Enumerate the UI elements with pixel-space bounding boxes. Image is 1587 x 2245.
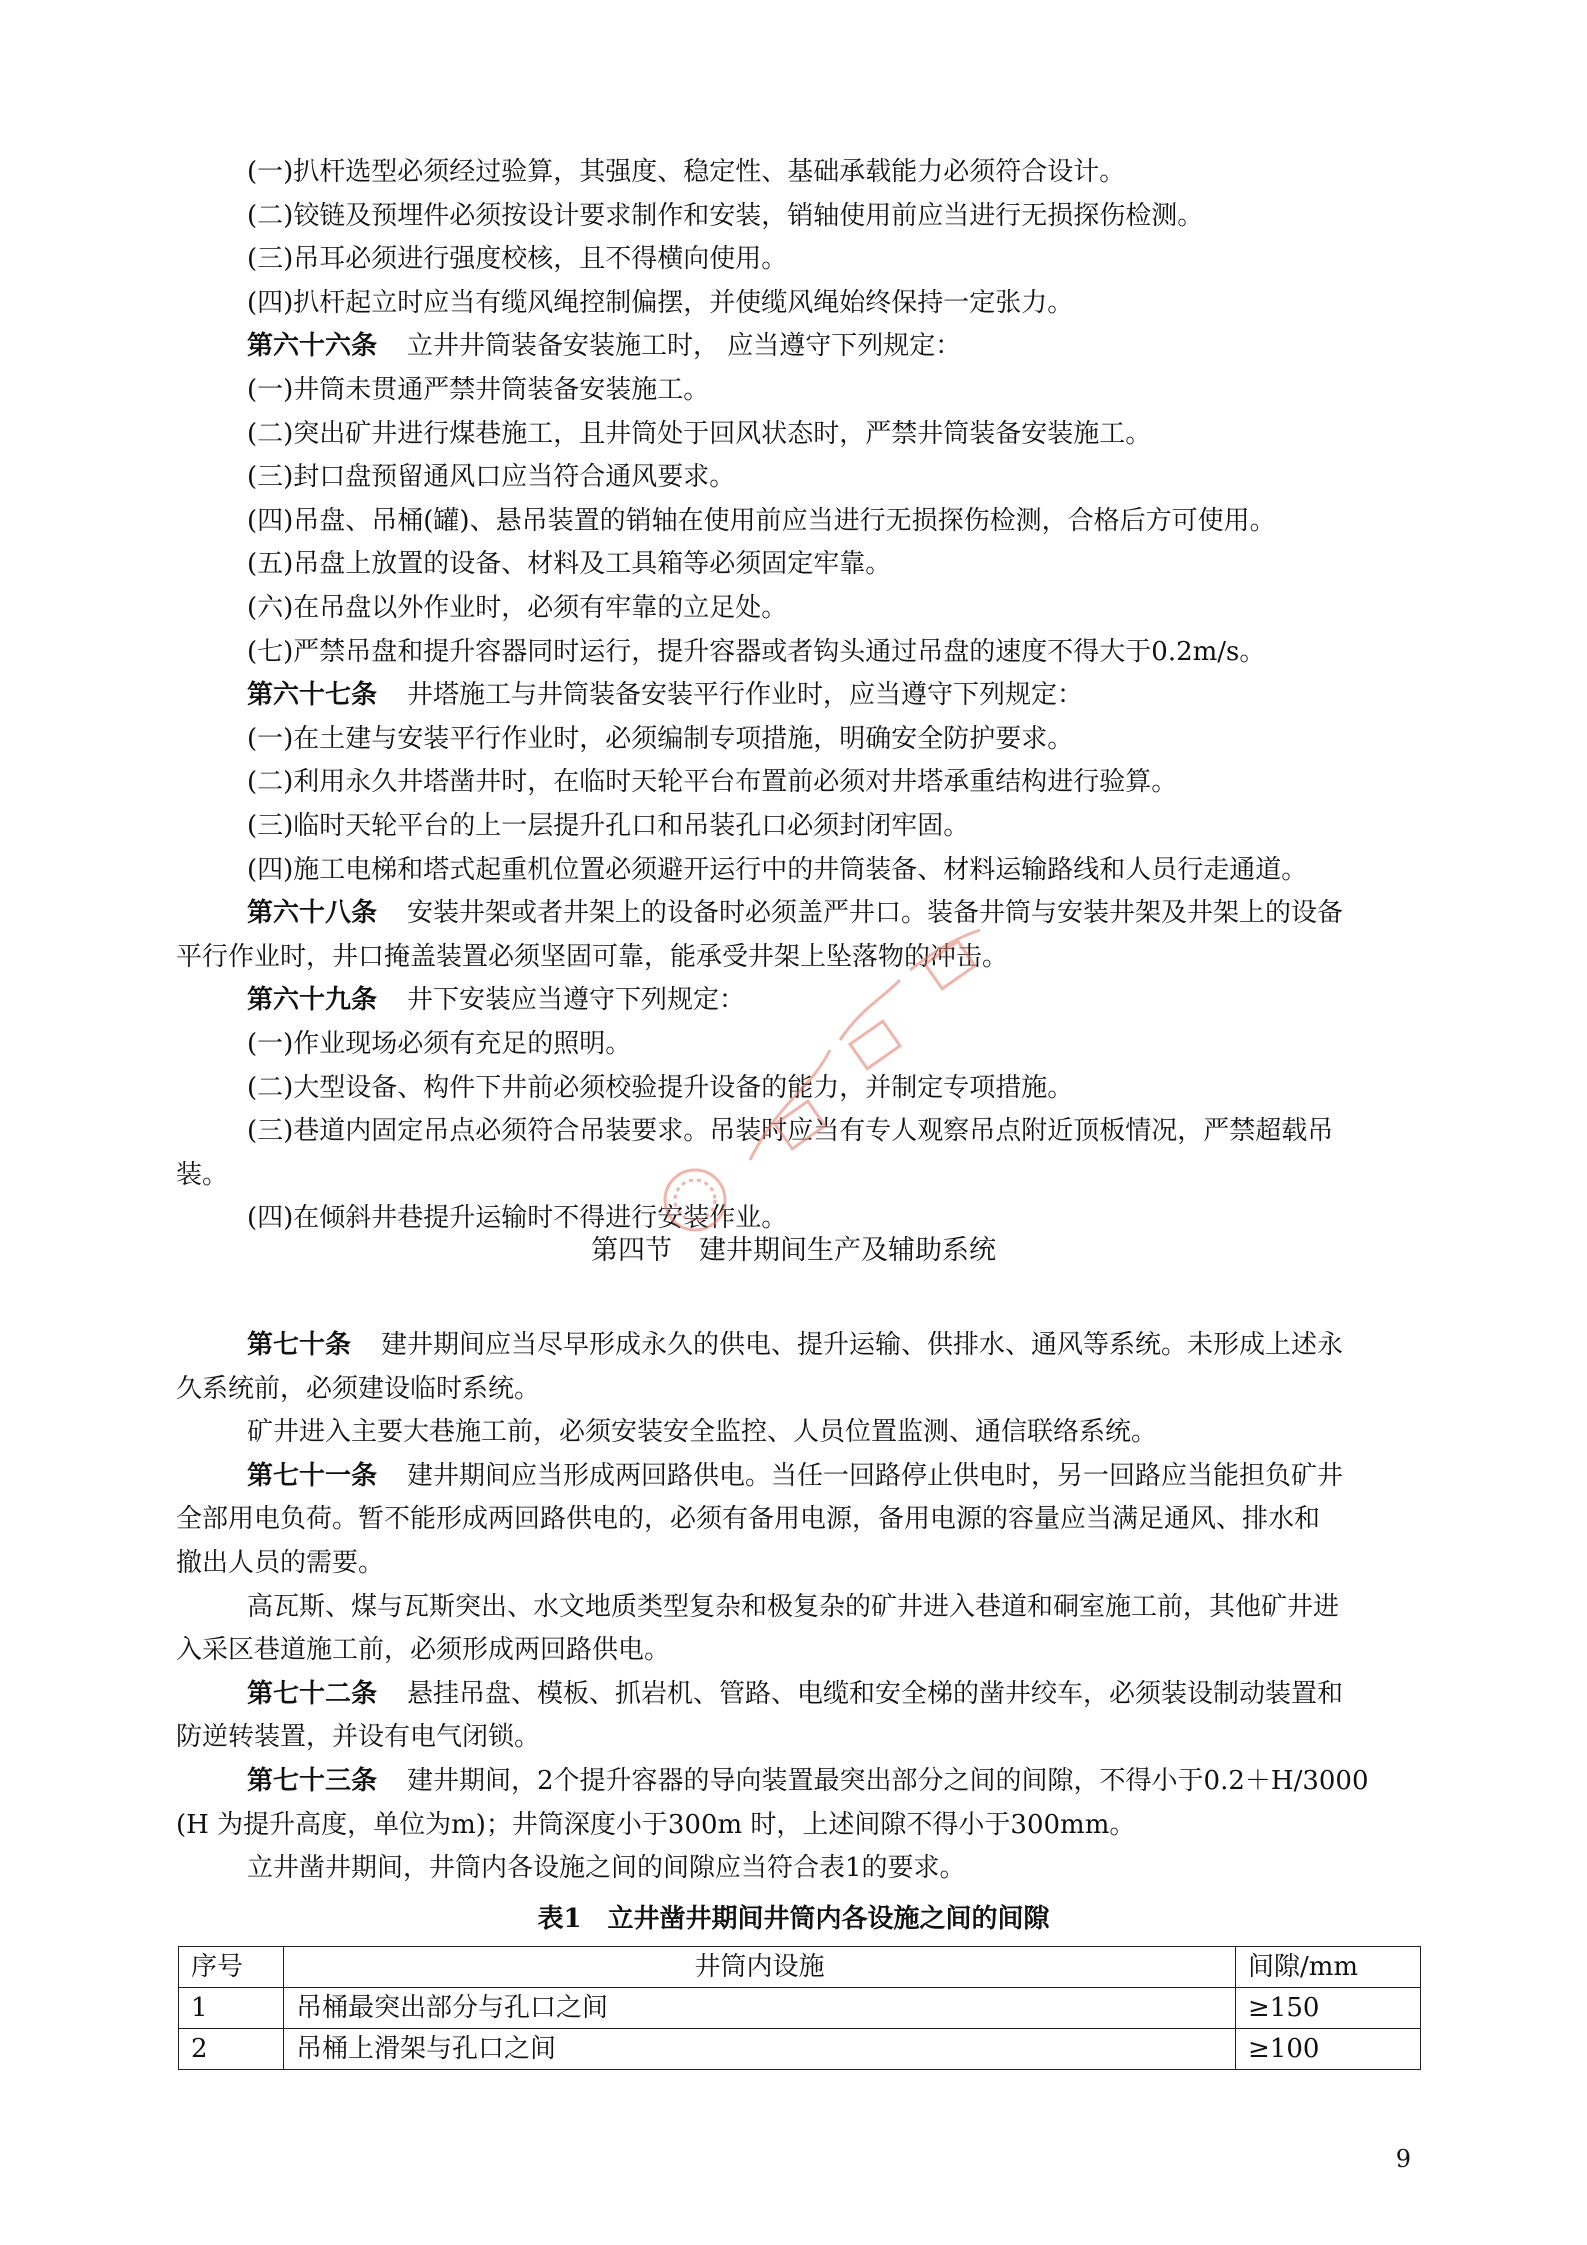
section-title: 第四节 建井期间生产及辅助系统 [591,1235,996,1266]
clause-line [247,854,1307,886]
continuation-line [176,1721,540,1753]
continuation-line [176,1547,384,1579]
table-header-row [179,1947,1421,1988]
table-cell: 2 [179,2029,284,2070]
line-text: (四)在倾斜井巷提升运输时不得进行安装作业。 [247,1203,788,1234]
clause-line [247,156,1125,188]
article-number: 第七十二条 [247,1678,378,1709]
clause-line [247,592,787,624]
table-row [179,2029,1421,2070]
clause-line [247,766,1177,798]
table-cell: ≥100 [1236,2029,1421,2070]
table-cell: 1 [179,1988,284,2029]
line-text: (五)吊盘上放置的设备、材料及工具箱等必须固定牢靠。 [247,549,892,580]
clause-line [247,548,891,580]
line-text: 建井期间应当形成两回路供电。当任一回路停止供电时，另一回路应当能担负矿井 [407,1460,1344,1491]
line-text: 建井期间应当尽早形成永久的供电、提升运输、供排水、通风等系统。未形成上述永 [381,1330,1344,1360]
line-text: (三)封口盘预留通风口应当符合通风要求。 [247,462,736,493]
clause-line [247,200,1203,232]
article-line [247,1460,1343,1492]
table-caption: 表1 立井凿井期间井筒内各设施之间的间隙 [537,1904,1050,1934]
page-number: 9 [1395,2145,1411,2173]
line-text: 防逆转装置，并设有电气闭锁。 [176,1722,541,1753]
line-text: 矿井进入主要大巷施工前，必须安装安全监控、人员位置监测、通信联络系统。 [247,1417,1158,1448]
article-number: 第七十三条 [247,1766,378,1796]
line-text: (四)施工电梯和塔式起重机位置必须避开运行中的井筒装备、材料运输路线和人员行走通道。 [247,854,1308,885]
clause-line [247,636,1265,668]
clause-line [247,374,709,406]
clause-line [247,287,1073,319]
line-text: 建井期间，2个提升容器的导向装置最突出部分之间的间隙，不得小于0.2＋H/3000 [407,1766,1369,1796]
table-cell: 吊桶最突出部分与孔口之间 [284,1988,1236,2029]
line-text: 久系统前，必须建设临时系统。 [176,1373,541,1404]
continuation-line [176,1634,670,1666]
article-number: 第六十九条 [247,985,378,1016]
line-text: 井下安装应当遵守下列规定： [407,985,746,1016]
line-text: 悬挂吊盘、模板、抓岩机、管路、电缆和安全梯的凿井绞车，必须装设制动装置和 [407,1678,1344,1709]
clause-line [247,1591,1339,1623]
article-number: 第六十七条 [247,680,378,711]
clause-line [247,1416,1157,1448]
table-header-cell: 间隙/mm [1236,1947,1421,1988]
clause-line [247,505,1276,537]
article-number: 第七十一条 [247,1460,378,1491]
line-text: (一)井筒未贯通严禁井筒装备安装施工。 [247,375,710,405]
line-text: (H 为提升高度，单位为m)；井筒深度小于300m 时，上述间隙不得小于300mm。 [176,1809,1136,1840]
line-text: 撤出人员的需要。 [176,1548,385,1578]
article-line [247,1329,1343,1361]
article-line [247,330,961,362]
line-text: (七)严禁吊盘和提升容器同时运行，提升容器或者钩头通过吊盘的速度不得大于0.2m/s。 [247,636,1266,667]
clause-line [247,810,969,842]
table-cell: ≥150 [1236,1988,1421,2029]
line-text: (二)利用永久井塔凿井时，在临时天轮平台布置前必须对井塔承重结构进行验算。 [247,767,1178,798]
continuation-line [176,1373,540,1405]
line-text: 全部用电负荷。暂不能形成两回路供电的，必须有备用电源，备用电源的容量应当满足通风、排水和 [176,1504,1321,1535]
line-text: 立井凿井期间，井筒内各设施之间的间隙应当符合表1的要求。 [247,1853,966,1884]
clearance-table [178,1946,1421,2070]
line-text: (三)吊耳必须进行强度校核，且不得横向使用。 [247,244,788,275]
table-row [179,1988,1421,2029]
line-text: 装。 [176,1159,229,1190]
clause-line [247,418,1151,450]
clause-line [247,723,1073,755]
article-line [247,1765,1369,1797]
line-text: 入采区巷道施工前，必须形成两回路供电。 [176,1635,671,1666]
line-text: (一)作业现场必须有充足的照明。 [247,1029,632,1059]
article-line [247,1678,1343,1710]
line-text: (四)吊盘、吊桶(罐)、悬吊装置的销轴在使用前应当进行无损探伤检测，合格后方可使用。 [247,505,1276,536]
clause-line [247,1852,966,1884]
article-number: 第七十条 [247,1330,352,1360]
line-text: (一)扒杆选型必须经过验算，其强度、稳定性、基础承载能力必须符合设计。 [247,157,1126,187]
table-header-cell: 井筒内设施 [284,1947,1236,1988]
article-number: 第六十八条 [247,898,378,929]
line-text: 立井井筒装备安装施工时， 应当遵守下列规定： [407,331,962,362]
line-text: (四)扒杆起立时应当有缆风绳控制偏摆，并使缆风绳始终保持一定张力。 [247,287,1074,318]
article-number: 第六十六条 [247,331,378,362]
table-header-cell: 序号 [179,1947,284,1988]
watermark-stamp-icon [600,900,1020,1260]
clause-line [247,461,735,493]
line-text: (二)突出矿井进行煤巷施工，且井筒处于回风状态时，严禁井筒装备安装施工。 [247,418,1152,449]
line-text: (三)临时天轮平台的上一层提升孔口和吊装孔口必须封闭牢固。 [247,811,970,841]
line-text: (二)大型设备、构件下井前必须校验提升设备的能力，并制定专项措施。 [247,1072,1074,1103]
continuation-line [176,1503,1320,1535]
line-text: (六)在吊盘以外作业时，必须有牢靠的立足处。 [247,593,788,623]
continuation-line [176,1159,228,1191]
line-text: (一)在土建与安装平行作业时，必须编制专项措施，明确安全防护要求。 [247,723,1074,754]
line-text: 高瓦斯、煤与瓦斯突出、水文地质类型复杂和极复杂的矿井进入巷道和硐室施工前，其他矿井进 [247,1591,1340,1622]
line-text: (二)铰链及预埋件必须按设计要求制作和安装，销轴使用前应当进行无损探伤检测。 [247,200,1204,231]
line-text: 平行作业时，井口掩盖装置必须坚固可靠，能承受井架上坠落物的冲击。 [176,941,1009,972]
line-text: (三)巷道内固定吊点必须符合吊装要求。吊装时应当有专人观察吊点附近顶板情况，严禁超载吊 [247,1116,1334,1147]
line-text: 井塔施工与井筒装备安装平行作业时，应当遵守下列规定： [407,680,1084,711]
table-cell: 吊桶上滑架与孔口之间 [284,2029,1236,2070]
line-text: 安装井架或者井架上的设备时必须盖严井口。装备井筒与安装井架及井架上的设备 [407,898,1344,929]
clause-line [247,1028,631,1060]
clause-line [247,243,787,275]
article-line [247,679,1083,711]
continuation-line [176,1809,1135,1841]
